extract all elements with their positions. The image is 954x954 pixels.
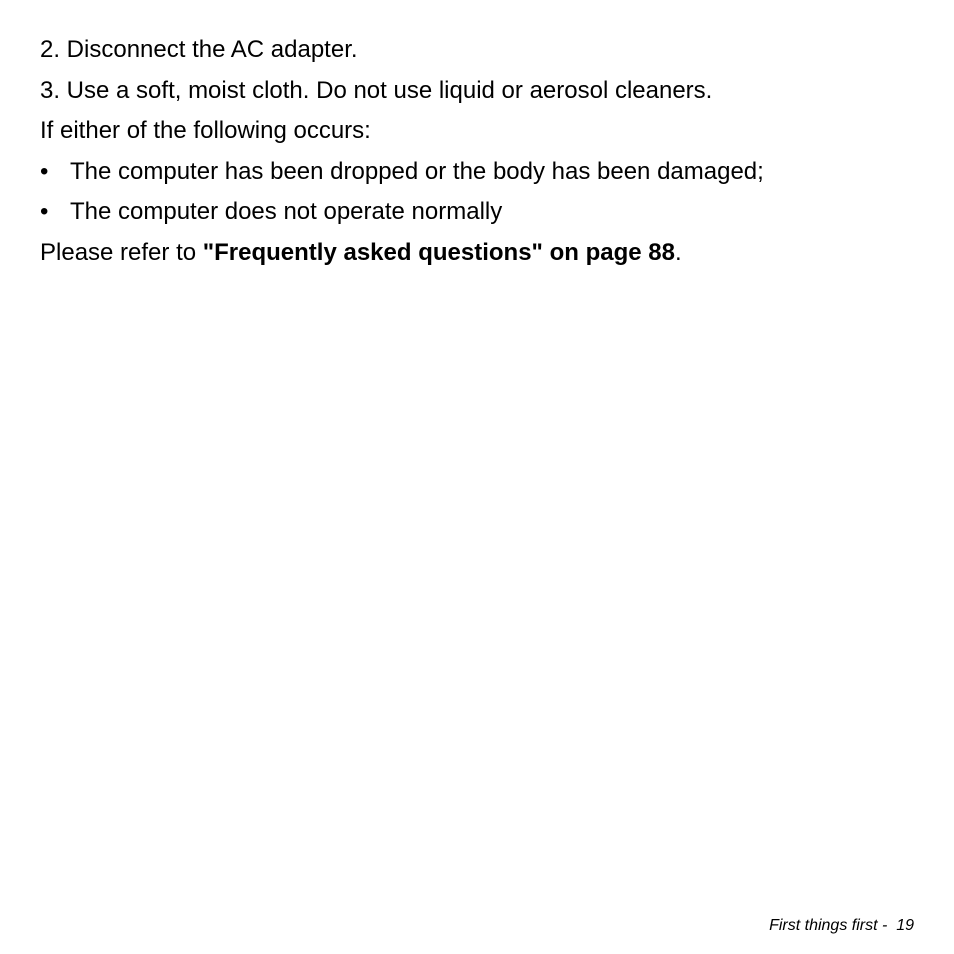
bullet-text: The computer has been dropped or the body has been damaged; <box>70 157 764 185</box>
bullet-icon: • <box>40 157 49 185</box>
bullet-item-dropped <box>40 152 920 193</box>
page-number: 19 <box>896 917 914 934</box>
bullet-text: The computer does not operate normally <box>70 198 503 226</box>
bullet-icon: • <box>40 198 49 226</box>
step-2: 2. Disconnect the AC adapter. <box>40 36 358 63</box>
page-body <box>40 30 920 274</box>
intro-text: If either of the following occurs: <box>40 117 371 145</box>
footer-section-title: First things first - <box>769 917 897 934</box>
page-footer <box>769 917 914 935</box>
step-3: 3. Use a soft, moist cloth. Do not use liquid or aerosol cleaners. <box>40 76 713 104</box>
faq-cross-reference-link[interactable]: "Frequently asked questions" on page 88 <box>202 238 675 266</box>
refer-prefix: Please refer to <box>40 238 203 266</box>
refer-suffix: . <box>674 238 682 266</box>
bullet-item-not-operating <box>40 192 920 233</box>
refer-paragraph <box>40 233 920 274</box>
